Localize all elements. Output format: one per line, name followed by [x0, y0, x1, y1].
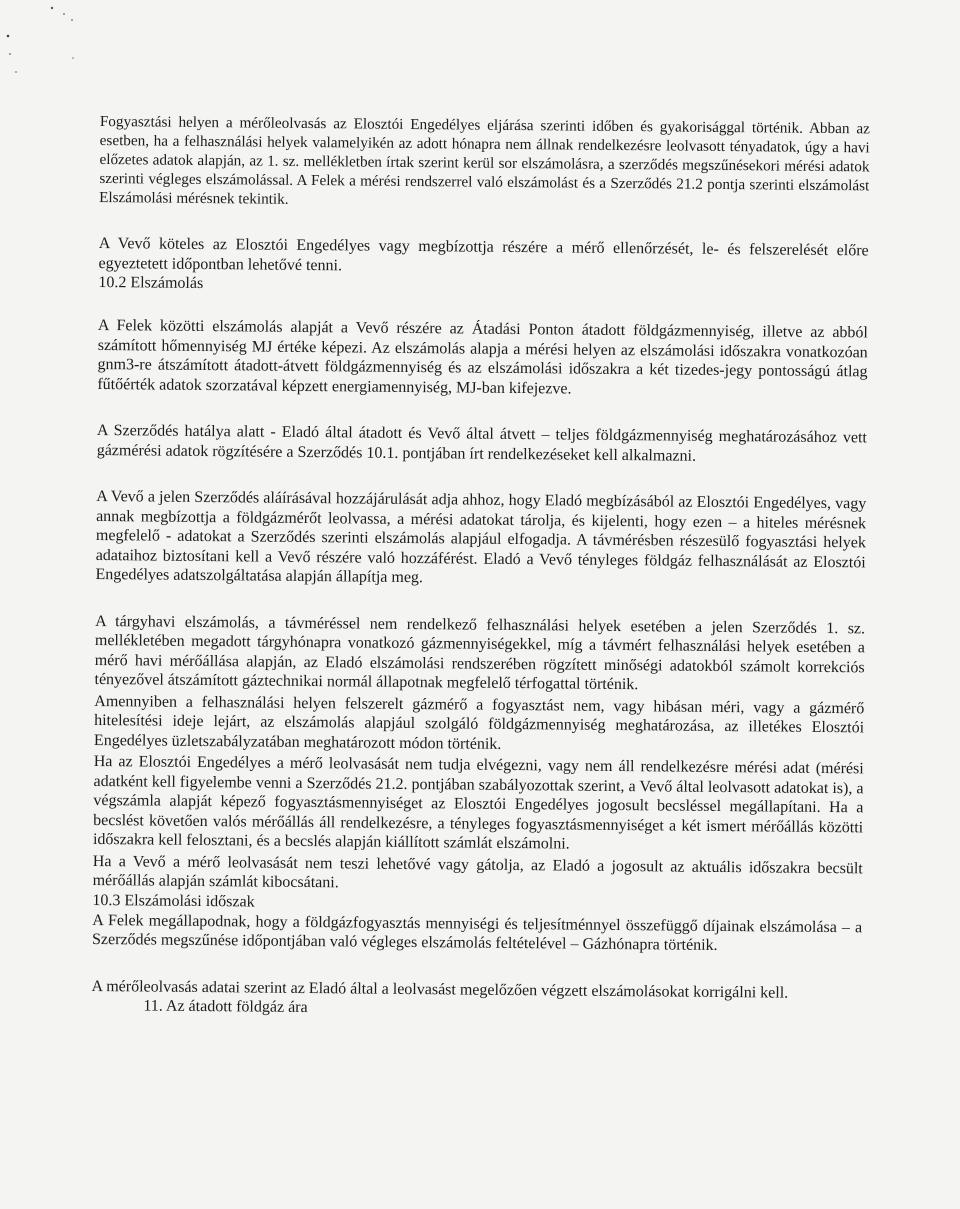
- paragraph-consent: A Vevő a jelen Szerződés aláírásával hozzájárulását adja ahhoz, hogy Eladó megbízásából az Elosztói Engedélyes, vagy annak megbízottja a földgázmérőt leolvassa, a mérési adatokat tárolja, és kijelenti, hogy ezen – a hiteles mérésnek megfelelő - adatokat a Szerződés szerinti elszámolás alapjául elfogadja. A távmérésben részesülő fogyasztási helyek adataihoz biztosítani kell a Vevő részére való hozzáférést. Eladó a Vevő tényleges földgáz felhasználását az Elosztói Engedélyes adatszolgáltatása alapján állapítja meg.: [95, 487, 867, 587]
- section-heading-11: 11. Az átadott földgáz ára: [143, 997, 308, 1017]
- paragraph-billing-period: A Felek megállapodnak, hogy a földgázfogyasztás mennyiségi és teljesítménnyel összefüggő díjainak elszámolása – a Szerződés megszűnése időpontjában való végleges elszámolás feltételével – Gázhónapra történik.: [91, 911, 863, 954]
- paragraph-estimation: Ha az Elosztói Engedélyes a mérő leolvasását nem tudja elvégezni, vagy nem áll rendelkezésre mérési adat (mérési adatként kell figyelembe venni a Szerződés 21.2. pontjában szabályozottak szerint, a Vevő által leolvasott adatokat is), a végszámla alapját képező fogyasztásmennyiséget az Elosztói Engedélyes jogosult becsléssel megállapítani. Ha a becslést követően valós mérőállás áll rendelkezésre, a tényleges fogyasztásmennyiséget a két ismert mérőállás közötti időszakra kell felosztani, és a becslés alapján kiállított számlát elszámolni.: [92, 752, 864, 853]
- paragraph-correction: A mérőleolvasás adatai szerint az Eladó által a leolvasást megelőzően végzett elszámolásokat korrigálni kell.: [91, 977, 789, 1002]
- paragraph-gas-measurement: A Szerződés hatálya alatt - Eladó által átadott és Vevő által átvett – teljes földgázmennyiség meghatározásához vett gázmérési adatok rögzítésére a Szerződés 10.1. pontjában írt rendelkezéseket kell alkalmazni.: [96, 421, 867, 465]
- section-heading-10-2: 10.2 Elszámolás: [98, 273, 204, 292]
- section-heading-10-3: 10.3 Elszámolási időszak: [92, 891, 255, 911]
- paragraph-settlement-basis: A Felek közötti elszámolás alapját a Vevő részére az Átadási Ponton átadott földgázmennyiség, illetve az abból számított hőmennyiség MJ értéke képezi. Az elszámolás alapja a mérési helyen az elszámolási időszakra vonatkozóan gnm3-re átszámított átadott-átvett földgázmennyiség és az elszámolási időszakra a két tizedes-jegy pontosságú átlag fűtőérték adatok szorzatával képzett energiamennyiség, MJ-ban kifejezve.: [97, 316, 868, 398]
- document-page: [91, 112, 870, 1023]
- paragraph-faulty-meter: Amennyiben a felhasználási helyen felszerelt gázmérő a fogyasztást nem, vagy hibásan méri, vagy a gázmérő hitelesítési ideje lejárt, az elszámolás alapjául szolgáló földgázmennyiség meghatározása, az illetékes Elosztói Engedélyes üzletszabályzatában meghatározott módon történik.: [93, 692, 865, 753]
- paragraph-access-refusal: Ha a Vevő a mérő leolvasását nem teszi lehetővé vagy gátolja, az Eladó a jogosult az aktuális időszakra becsült mérőállás alapján számlát kibocsátani.: [92, 852, 863, 892]
- paragraph-meter-reading: Fogyasztási helyen a mérőleolvasás az Elosztói Engedélyes eljárása szerinti időben és gyakorisággal történik. Abban az esetben, ha a felhasználási helyek valamelyikén az adott hónapra nem állnak rendelkezésre leolvasott tényadatok, úgy a havi előzetes adatok alapján, az 1. sz. mellékletben írtak szerint kerül sor elszámolásra, a szerződés megszűnésekori mérési adatok szerinti végleges elszámolással. A Felek a mérési rendszerrel való elszámolást és a Szerződés 21.2 pontja szerinti elszámolást Elszámolási mérésnek tekintik.: [99, 112, 870, 208]
- paragraph-monthly-settlement: A tárgyhavi elszámolás, a távméréssel nem rendelkező felhasználási helyek esetében a jelen Szerződés 1. sz. mellékletében megadott tárgyhónapra vonatkozó gázmennyiségekkel, míg a távmért felhasználási helyek esetében a mérő havi mérőállása alapján, az Eladó elszámolási rendszerében rögzített minőségi adatokból számolt korrekciós tényezővel átszámított gáztechnikai normál állapotnak megfelelő térfogattal történik.: [94, 612, 866, 694]
- scan-specks: [0, 0, 120, 80]
- paragraph-meter-access: A Vevő köteles az Elosztói Engedélyes vagy megbízottja részére a mérő ellenőrzését, le- és felszerelését előre egyeztetett időpontban lehetővé tenni.: [98, 234, 869, 274]
